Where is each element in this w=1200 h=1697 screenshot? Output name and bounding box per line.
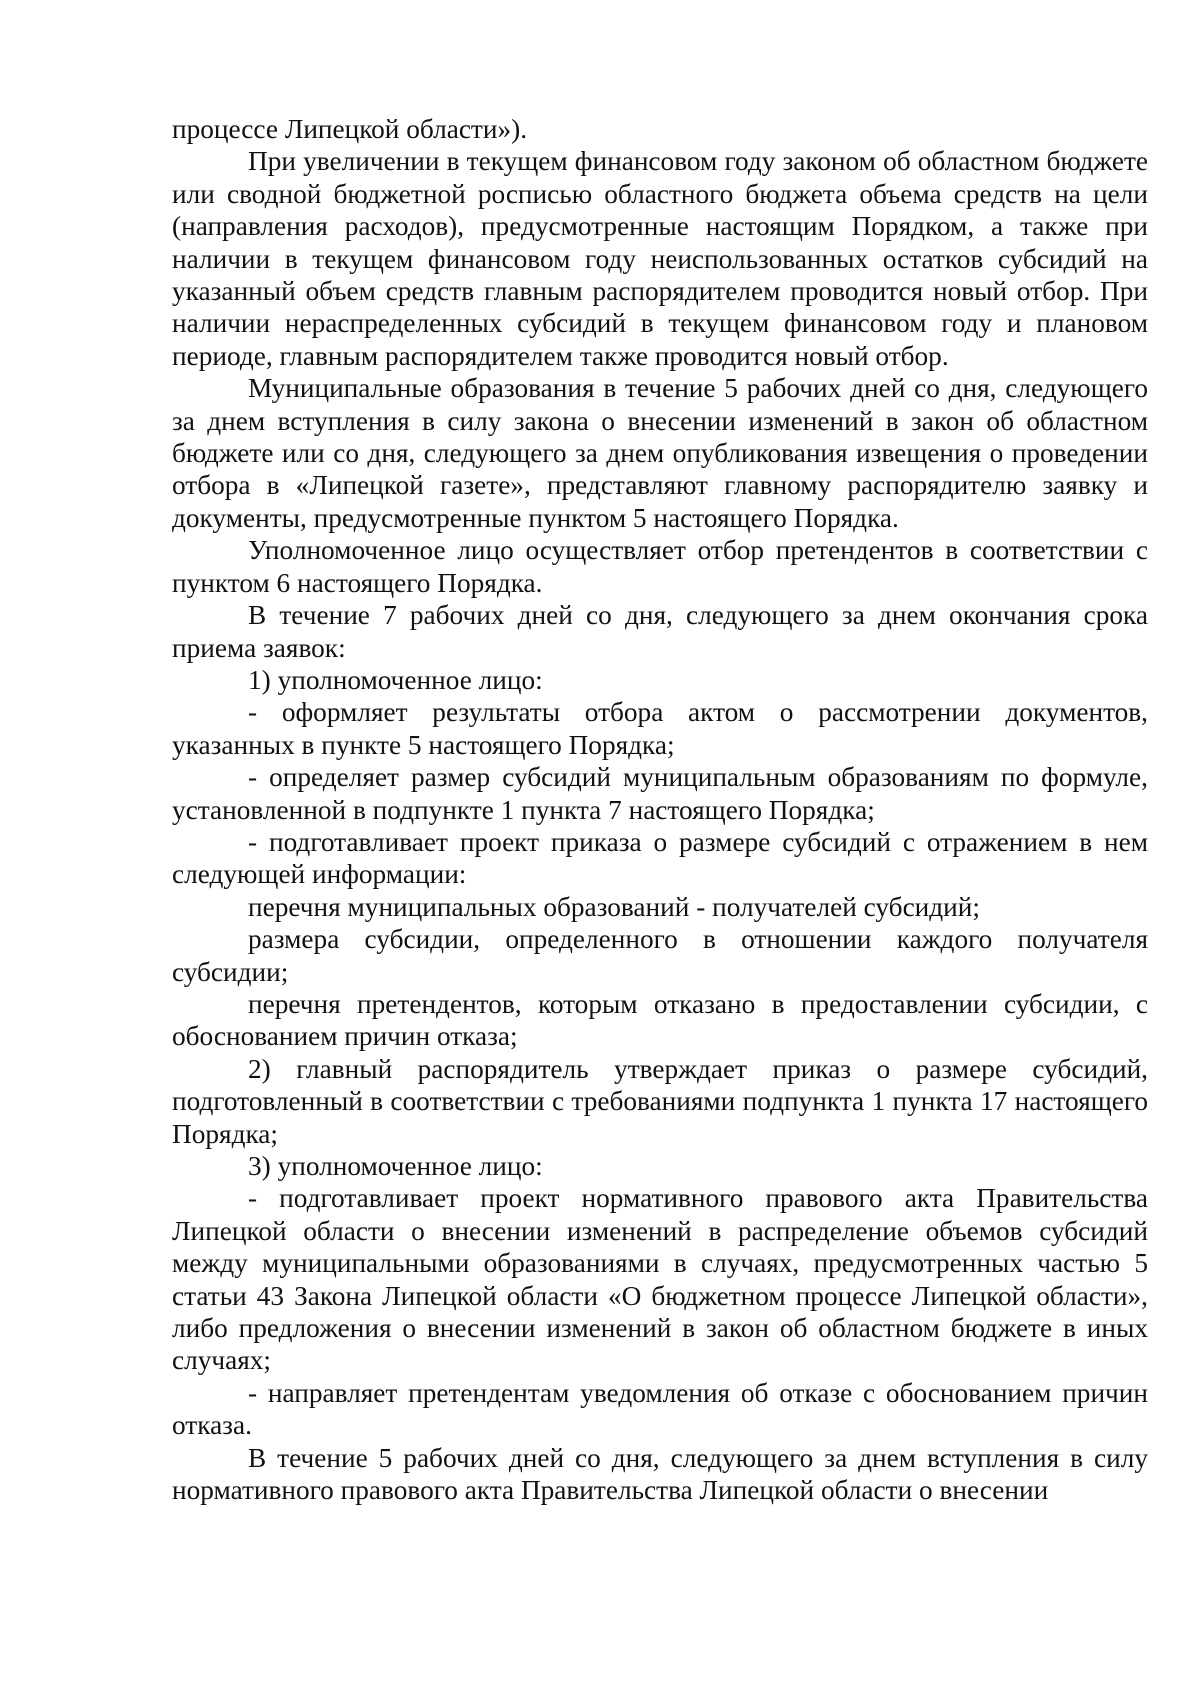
paragraph-12: перечня претендентов, которым отказано в предоставлении субсидии, с обоснованием причин отказа; bbox=[172, 988, 1148, 1052]
document-body bbox=[172, 113, 1148, 1506]
paragraph-6: 1) уполномоченное лицо: bbox=[248, 664, 543, 695]
paragraph-11: размера субсидии, определенного в отношении каждого получателя субсидии; bbox=[172, 924, 1148, 987]
paragraph-16: - направляет претендентам уведомления об отказе с обоснованием причин отказа. bbox=[172, 1377, 1148, 1441]
paragraph-10: перечня муниципальных образований - получателей субсидий; bbox=[248, 891, 980, 922]
paragraph-17: В течение 5 рабочих дней со дня, следующего за днем вступления в силу нормативного правового акта Правительства Липецкой области о внесении bbox=[172, 1442, 1148, 1506]
paragraph-5: В течение 7 рабочих дней со дня, следующего за днем окончания срока приема заявок: bbox=[172, 600, 1148, 663]
paragraph-1: процессе Липецкой области»). bbox=[172, 114, 528, 144]
paragraph-7: - оформляет результаты отбора актом о рассмотрении документов, указанных в пункте 5 настоящего Порядка; bbox=[172, 697, 1148, 760]
paragraph-2: При увеличении в текущем финансовом году законом об областном бюджете или сводной бюджетной росписью областного бюджета объема средств на цели (направления расходов), предусмотренные настоящим Порядком, а также при наличии в текущем финансовом году неиспользованных остатков субсидий на указанный объем средств главным распорядителем проводится новый отбор. При наличии нераспределенных субсидий в текущем финансовом году и плановом периоде, главным распорядителем также проводится новый отбор. bbox=[172, 146, 1148, 371]
paragraph-13: 2) главный распорядитель утверждает приказ о размере субсидий, подготовленный в соответствии с требованиями подпункта 1 пункта 17 настоящего Порядка; bbox=[172, 1053, 1148, 1149]
paragraph-9: - подготавливает проект приказа о размере субсидий с отражением в нем следующей информации: bbox=[172, 826, 1148, 890]
paragraph-8: - определяет размер субсидий муниципальным образованиям по формуле, установленной в подпункте 1 пункта 7 настоящего Порядка; bbox=[172, 762, 1148, 825]
paragraph-4: Уполномоченное лицо осуществляет отбор претендентов в соответствии с пунктом 6 настоящего Порядка. bbox=[172, 535, 1148, 598]
paragraph-14: 3) уполномоченное лицо: bbox=[248, 1151, 543, 1181]
paragraph-15: - подготавливает проект нормативного правового акта Правительства Липецкой области о внесении изменений в распределение объемов субсидий между муниципальными образованиями в случаях, предусмотренных частью 5 статьи 43 Закона Липецкой области «О бюджетном процессе Липецкой области», либо предложения о внесении изменений в закон об областном бюджете в иных случаях; bbox=[172, 1183, 1148, 1376]
paragraph-3: Муниципальные образования в течение 5 рабочих дней со дня, следующего за днем вступления в силу закона о внесении изменений в закон об областном бюджете или со дня, следующего за днем опубликования извещения о проведении отбора в «Липецкой газете», представляют главному распорядителю заявку и документы, предусмотренные пунктом 5 настоящего Порядка. bbox=[172, 373, 1148, 533]
